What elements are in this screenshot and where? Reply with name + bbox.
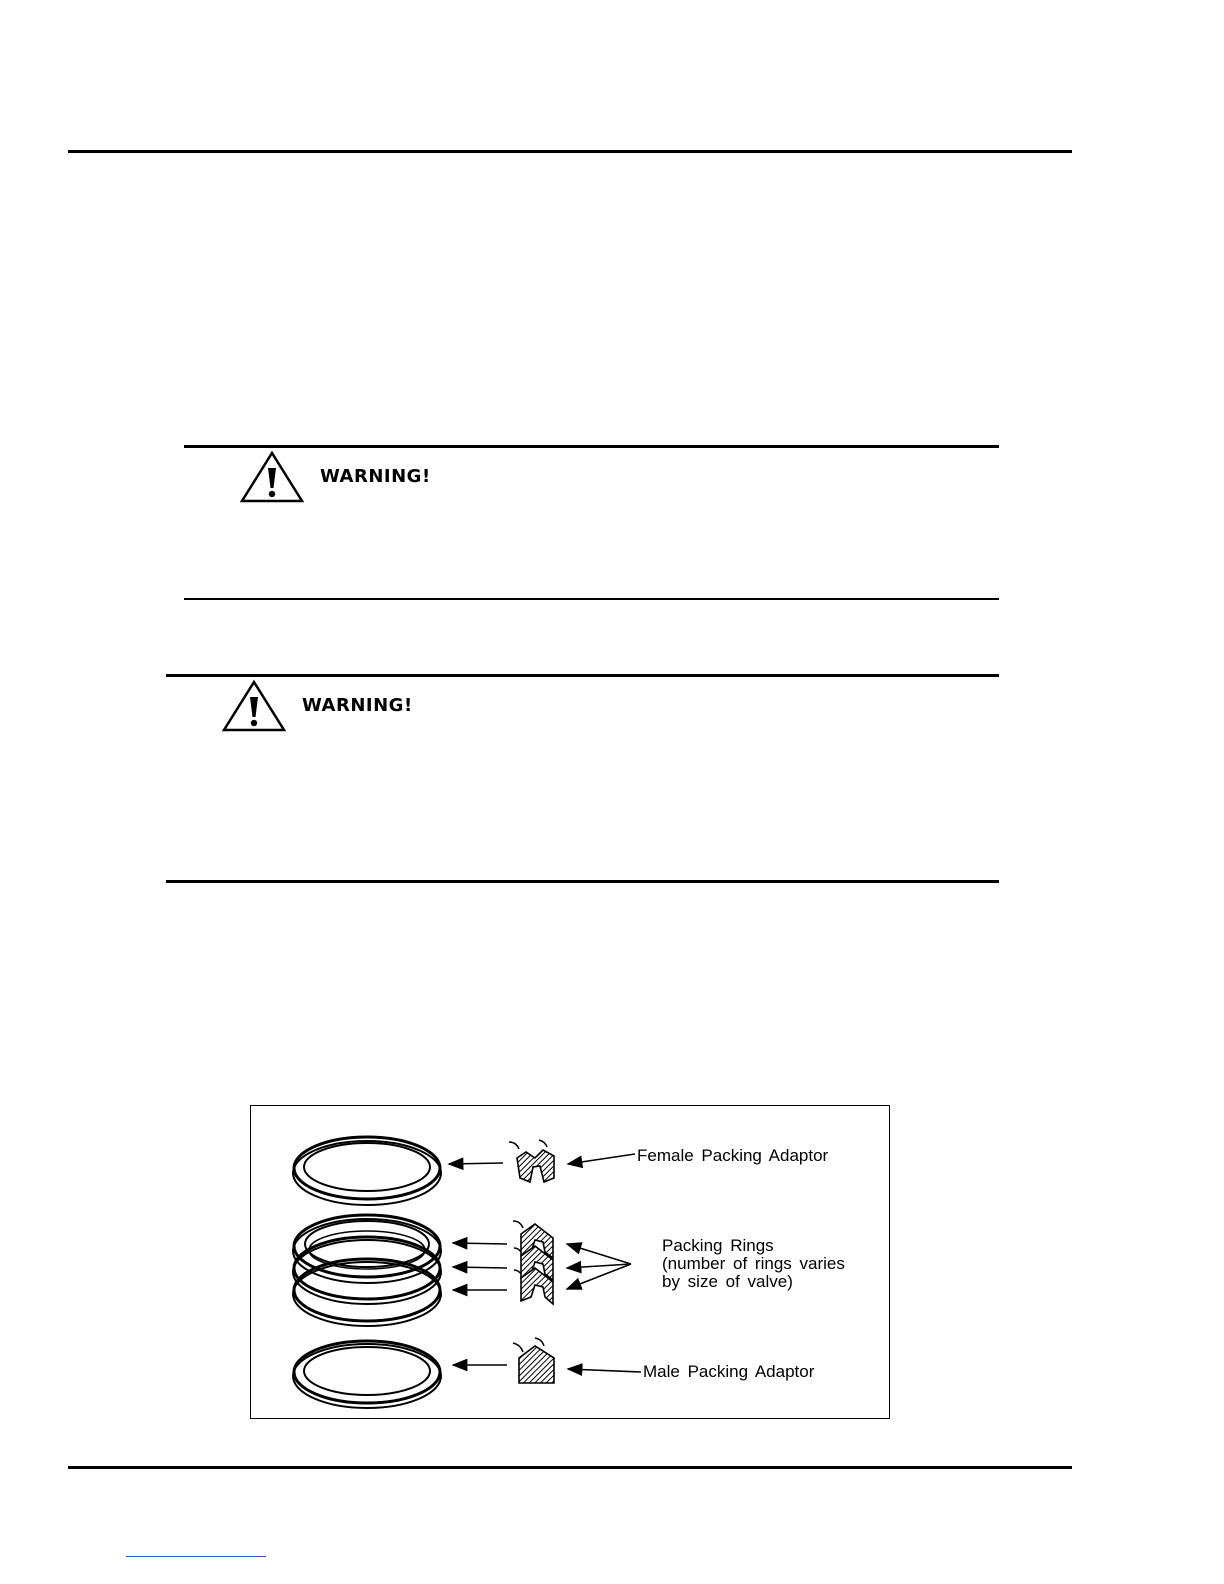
male-packing-adaptor-label: Male Packing Adaptor (643, 1362, 815, 1381)
ring-arrows (449, 1163, 507, 1365)
warning-1-label: WARNING! (318, 462, 437, 501)
warning-1-top-rule (184, 445, 999, 448)
label-arrows (567, 1154, 641, 1372)
female-adaptor-ring (293, 1137, 441, 1205)
warning-triangle-icon (221, 679, 287, 733)
packing-rings-stack (293, 1215, 441, 1326)
packing-ring-sections (521, 1224, 553, 1304)
footer-rule (68, 1466, 1072, 1469)
header-rule (68, 150, 1072, 153)
warning-2-top-rule (166, 674, 999, 677)
female-packing-adaptor-label: Female Packing Adaptor (637, 1146, 829, 1165)
warning-2-bottom-rule (166, 880, 999, 883)
female-adaptor-section (509, 1140, 554, 1182)
packing-diagram (250, 1105, 890, 1419)
male-adaptor-section (513, 1338, 554, 1383)
footer-link-underline[interactable] (126, 1556, 266, 1557)
warning-2-label: WARNING! (300, 691, 419, 730)
packing-rings-label-line3: by size of valve) (662, 1272, 793, 1291)
warning-triangle-icon (239, 450, 305, 504)
male-adaptor-ring (293, 1341, 441, 1408)
packing-rings-label-line2: (number of rings varies (662, 1254, 845, 1273)
packing-rings-label-line1: Packing Rings (662, 1236, 774, 1255)
warning-1-bottom-rule (184, 598, 999, 600)
